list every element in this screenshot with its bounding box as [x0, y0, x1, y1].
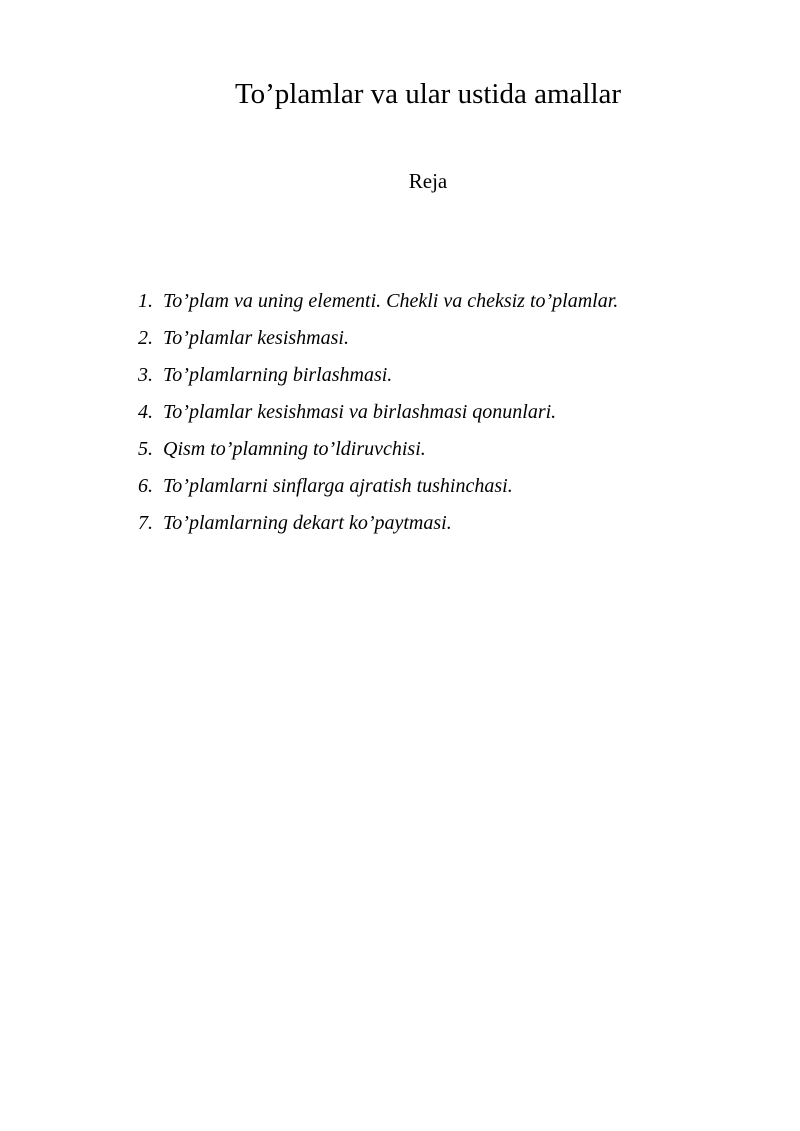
plan-item-text: To’plamlarning dekart ko’paytmasi.	[163, 512, 452, 534]
plan-item-number: 2.	[138, 327, 153, 349]
plan-item	[138, 327, 618, 364]
plan-item-number: 5.	[138, 438, 153, 460]
plan-item-text: To’plamlar kesishmasi va birlashmasi qonunlari.	[163, 401, 557, 423]
plan-item	[138, 364, 618, 401]
plan-item-number: 3.	[138, 364, 153, 386]
plan-item-number: 7.	[138, 512, 153, 534]
plan-item-number: 6.	[138, 475, 153, 497]
plan-item	[138, 290, 618, 327]
plan-item-text: To’plam va uning elementi. Chekli va cheksiz to’plamlar.	[163, 290, 619, 312]
document-title: To’plamlar va ular ustida amallar	[234, 78, 622, 110]
plan-item-number: 1.	[138, 290, 153, 312]
plan-item	[138, 401, 618, 438]
plan-item-text: To’plamlar kesishmasi.	[163, 327, 349, 349]
plan-list	[138, 290, 618, 549]
plan-item	[138, 475, 618, 512]
plan-item-number: 4.	[138, 401, 153, 423]
plan-heading: Reja	[408, 169, 448, 193]
plan-item-text: To’plamlarning birlashmasi.	[163, 364, 393, 386]
plan-item-text: To’plamlarni sinflarga ajratish tushinchasi.	[163, 475, 513, 497]
plan-item-text: Qism to’plamning to’ldiruvchisi.	[163, 438, 426, 460]
plan-item	[138, 512, 618, 549]
plan-item	[138, 438, 618, 475]
